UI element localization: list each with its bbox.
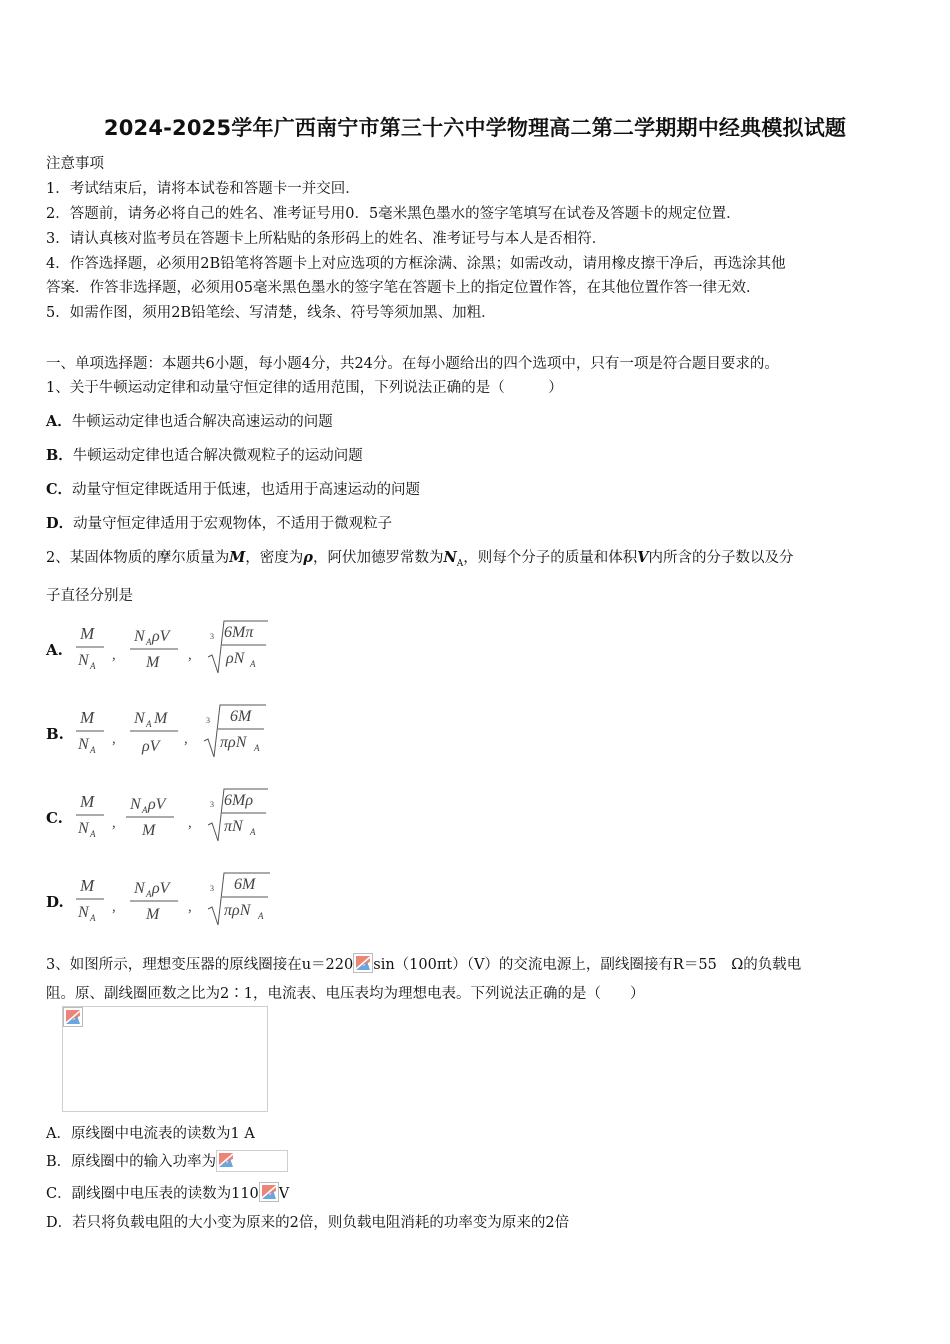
- q3-stem-line2: 阻。原、副线圈匝数之比为2∶1，电流表、电压表均为理想电表。下列说法正确的是（ ）: [46, 986, 645, 1002]
- f2-den: ρV: [142, 738, 160, 755]
- page-title: 2024-2025学年广西南宁市第三十六中学物理高二第二学期期中经典模拟试题: [103, 116, 847, 140]
- option-text: 原线圈中电流表的读数为1 A: [70, 1126, 255, 1142]
- f3-num: 6M: [230, 708, 252, 725]
- f2-den: M: [146, 654, 160, 671]
- svg-text:,: ,: [112, 815, 116, 831]
- f2-den: M: [142, 822, 156, 839]
- option-text: 牛顿运动定律也适合解决高速运动的问题: [71, 414, 333, 430]
- q1-option-a: [46, 410, 333, 431]
- f1-num: M: [80, 792, 95, 811]
- notice-heading: 注意事项: [46, 156, 104, 172]
- f1-den: N: [78, 904, 89, 921]
- svg-text:3: 3: [210, 632, 214, 641]
- option-label: A．: [46, 413, 72, 430]
- option-label: A.: [46, 641, 63, 659]
- formula-a: [72, 617, 332, 679]
- q1-option-d: [46, 512, 392, 533]
- q2-stem-part: ，阿伏加德罗常数为: [312, 550, 444, 566]
- f3-den: πρN: [224, 902, 251, 919]
- svg-text:,: ,: [188, 647, 192, 663]
- svg-text:A: A: [258, 911, 264, 921]
- option-label: C．: [46, 1186, 72, 1202]
- q3-option-a: [46, 1122, 255, 1143]
- q2-stem: [46, 546, 793, 569]
- option-label: D．: [46, 515, 74, 532]
- q3-figure-placeholder: [62, 1006, 268, 1112]
- option-text: 牛顿运动定律也适合解决微观粒子的运动问题: [72, 448, 363, 464]
- symbol-v: V: [637, 549, 649, 566]
- q2-stem-part: 内所含的分子数以及分: [648, 550, 794, 566]
- svg-text:A: A: [90, 745, 96, 755]
- f2-num: N: [134, 710, 145, 727]
- option-label: B．: [46, 1154, 72, 1170]
- svg-text:A: A: [146, 719, 152, 729]
- f1-num: M: [80, 876, 95, 895]
- f1-num: M: [80, 708, 95, 727]
- f2-num: N: [134, 880, 145, 897]
- f1-den: N: [78, 736, 89, 753]
- broken-image-icon: [353, 953, 373, 973]
- svg-text:A: A: [90, 829, 96, 839]
- svg-text:,: ,: [112, 731, 116, 747]
- option-label: A．: [46, 1126, 71, 1142]
- f1-den: N: [78, 652, 89, 669]
- symbol-rho: ρ: [303, 549, 313, 566]
- option-label: D．: [46, 1215, 73, 1231]
- f3-num: 6M: [234, 876, 256, 893]
- svg-text:3: 3: [210, 800, 214, 809]
- option-label: B.: [46, 725, 64, 743]
- f2-num: N: [130, 796, 141, 813]
- broken-image-icon: [63, 1007, 83, 1027]
- q3-stem: [46, 953, 801, 974]
- svg-text:A: A: [90, 661, 96, 671]
- symbol-m: M: [229, 549, 246, 566]
- svg-text:ρV: ρV: [152, 628, 170, 645]
- f1-num: M: [80, 624, 95, 643]
- option-label: D.: [46, 893, 64, 911]
- f3-den: ρN: [226, 650, 245, 667]
- svg-text:A: A: [90, 913, 96, 923]
- option-label: B．: [46, 447, 73, 464]
- svg-text:A: A: [146, 637, 152, 647]
- option-suffix: V: [278, 1186, 290, 1202]
- f2-den: M: [146, 906, 160, 923]
- q2-stem-line2: 子直径分别是: [46, 588, 133, 604]
- option-label: C．: [46, 481, 73, 498]
- broken-image-icon: [259, 1182, 279, 1202]
- q3-option-b: [46, 1150, 288, 1172]
- svg-text:,: ,: [188, 815, 192, 831]
- option-text: 副线圈中电压表的读数为110: [71, 1186, 259, 1202]
- svg-text:,: ,: [112, 647, 116, 663]
- formula-c: [72, 785, 332, 847]
- formula-d: [72, 869, 332, 931]
- broken-image-icon: [217, 1151, 237, 1171]
- q2-stem-part: ，则每个分子的质量和体积: [463, 550, 638, 566]
- q1-option-c: [46, 478, 420, 499]
- symbol-na-sub: A: [456, 558, 464, 569]
- f1-den: N: [78, 820, 89, 837]
- notice-item-5: 5．如需作图，须用2B铅笔绘、写清楚，线条、符号等须加黑、加粗．: [46, 305, 496, 321]
- q3-option-c: [46, 1182, 289, 1203]
- notice-item-3: 3．请认真核对监考员在答题卡上所粘贴的条形码上的姓名、准考证号与本人是否相符．: [46, 231, 607, 247]
- svg-text:3: 3: [206, 716, 210, 725]
- svg-text:A: A: [250, 659, 256, 669]
- svg-text:ρV: ρV: [148, 796, 166, 813]
- svg-text:A: A: [142, 805, 148, 815]
- option-text: 动量守恒定律既适用于低速，也适用于高速运动的问题: [72, 482, 421, 498]
- svg-text:A: A: [254, 743, 260, 753]
- svg-text:ρV: ρV: [152, 880, 170, 897]
- q1-option-b: [46, 444, 363, 465]
- notice-item-4: 4．作答选择题，必须用2B铅笔将答题卡上对应选项的方框涂满、涂黑；如需改动，请用橡皮擦干净后，再选涂其他: [46, 256, 786, 272]
- formula-b: [72, 701, 332, 763]
- f2-num: N: [134, 628, 145, 645]
- symbol-na: N: [443, 549, 457, 566]
- q1-stem: 1、关于牛顿运动定律和动量守恒定律的适用范围，下列说法正确的是（ ）: [46, 380, 563, 396]
- notice-item-2: 2．答题前，请务必将自己的姓名、准考证号用0．5毫米黑色墨水的签字笔填写在试卷及答题卡的规定位置．: [46, 206, 741, 222]
- f3-num: 6Mπ: [224, 624, 254, 641]
- svg-text:,: ,: [112, 899, 116, 915]
- section-heading: 一、单项选择题：本题共6小题，每小题4分，共24分。在每小题给出的四个选项中，只有一项是符合题目要求的。: [46, 356, 779, 372]
- option-text: 动量守恒定律适用于宏观物体，不适用于微观粒子: [73, 516, 393, 532]
- svg-text:A: A: [250, 827, 256, 837]
- option-label: C.: [46, 809, 63, 827]
- f3-den: πN: [224, 818, 243, 835]
- q2-stem-part: 2、某固体物质的摩尔质量为: [46, 550, 230, 566]
- f3-den: πρN: [220, 734, 247, 751]
- notice-item-4-cont: 答案．作答非选择题，必须用05毫米黑色墨水的签字笔在答题卡上的指定位置作答，在其他位置作答一律无效．: [46, 280, 761, 296]
- q3-stem-part: 3、如图所示，理想变压器的原线圈接在u＝220: [46, 957, 354, 973]
- option-text: 若只将负载电阻的大小变为原来的2倍，则负载电阻消耗的功率变为原来的2倍: [72, 1215, 570, 1231]
- formula-image-placeholder: [216, 1150, 288, 1172]
- svg-text:M: M: [154, 710, 168, 727]
- option-text: 原线圈中的输入功率为: [71, 1154, 217, 1170]
- svg-text:3: 3: [210, 884, 214, 893]
- q3-stem-part: sin（100πt）（V）的交流电源上，副线圈接有R＝55 Ω的负载电: [373, 957, 802, 973]
- svg-text:A: A: [146, 889, 152, 899]
- svg-text:,: ,: [184, 731, 188, 747]
- svg-text:,: ,: [188, 899, 192, 915]
- notice-item-1: 1．考试结束后，请将本试卷和答题卡一并交回．: [46, 181, 360, 197]
- q3-option-d: [46, 1211, 569, 1232]
- q2-stem-part: ，密度为: [245, 550, 304, 566]
- f3-num: 6Mρ: [224, 792, 254, 809]
